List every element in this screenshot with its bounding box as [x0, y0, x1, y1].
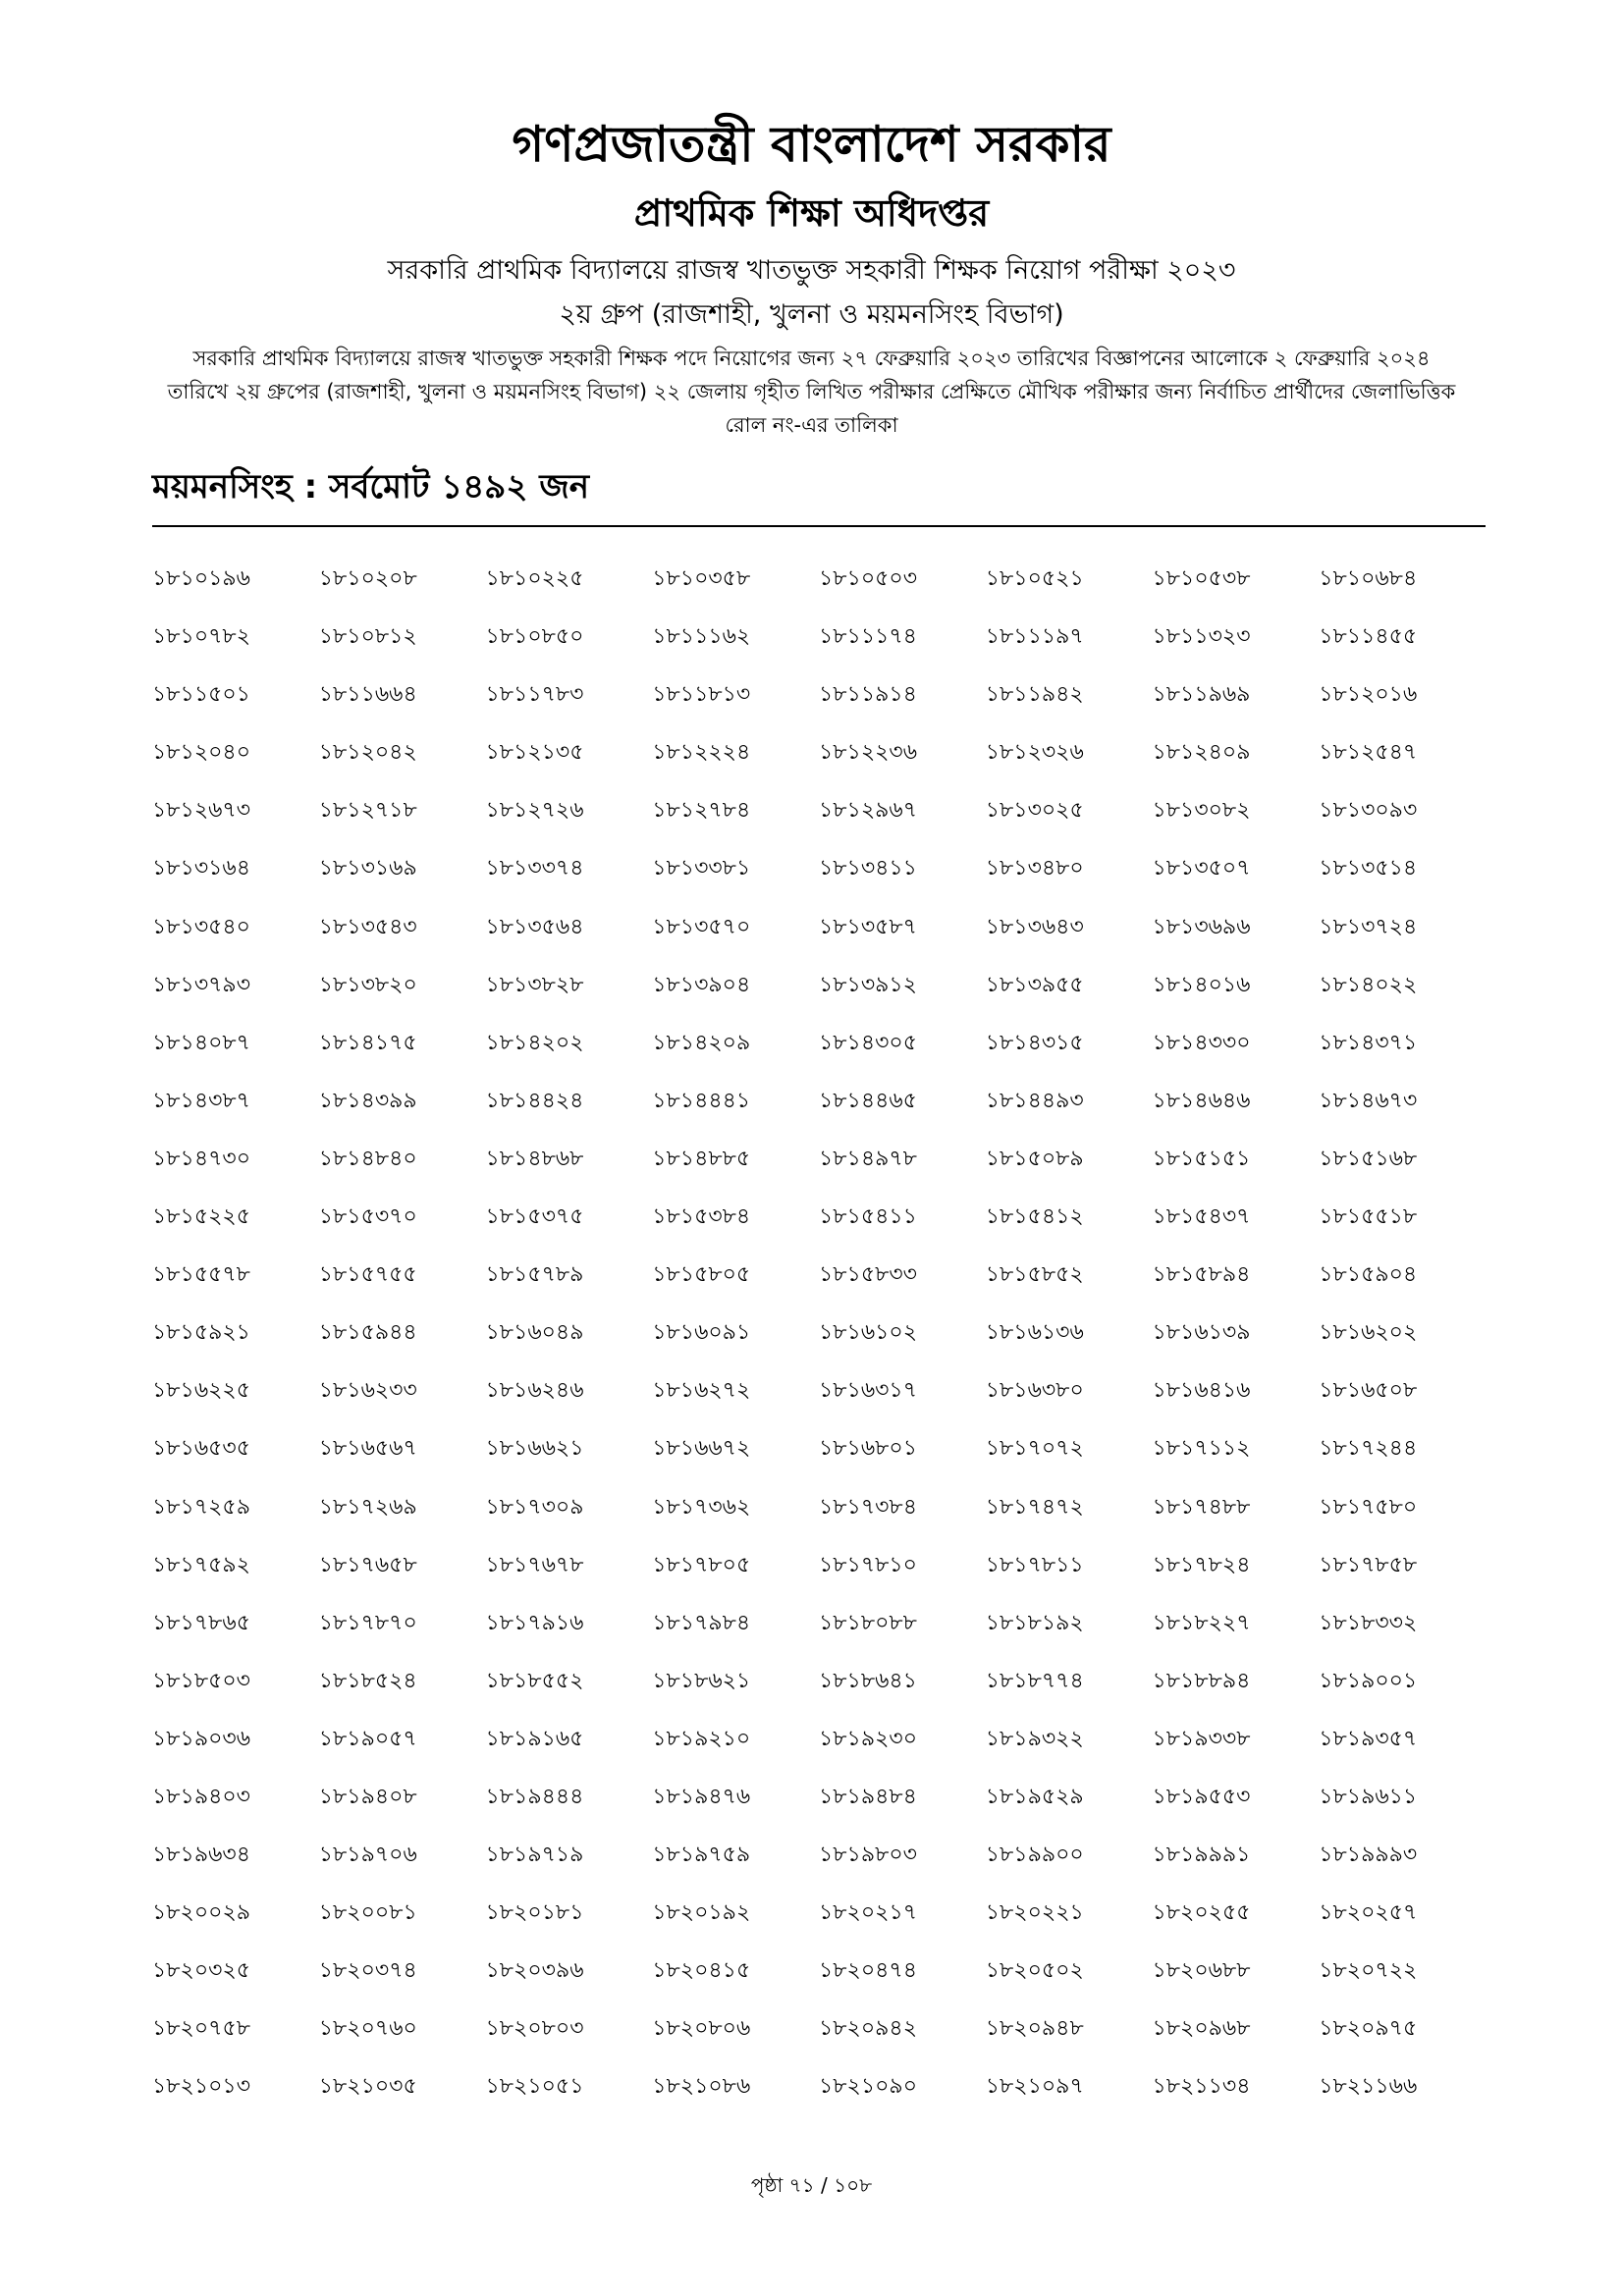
roll-number: ১৮১১৯১৪: [819, 682, 917, 708]
roll-number: ১৮১৭৮৭০: [318, 1610, 417, 1635]
roll-number: ১৮২১১৬৬: [1319, 2074, 1418, 2100]
roll-number: ১৮১৭৬৫৮: [318, 1552, 417, 1577]
roll-number: ১৮১৭০৭২: [985, 1436, 1084, 1462]
roll-number: ১৮১৪৬৪৬: [1152, 1088, 1251, 1113]
roll-number: ১৮১৭১১২: [1152, 1436, 1251, 1462]
roll-number: ১৮১৯৯৯১: [1152, 1842, 1251, 1868]
roll-number: ১৮১১১৬২: [652, 624, 751, 650]
roll-number: ১৮১৪৮৬৮: [485, 1146, 584, 1171]
roll-number: ১৮১৭৪৮৮: [1152, 1494, 1251, 1520]
roll-number: ১৮১৮৩৩২: [1319, 1610, 1418, 1635]
roll-number: ১৮১২৭২৬: [485, 798, 584, 824]
roll-number: ১৮১১৮১৩: [652, 682, 751, 708]
roll-number: ১৮১২২৩৬: [819, 740, 918, 766]
roll-number: ১৮২০৯৪৮: [985, 2016, 1084, 2042]
roll-number: ১৮১৬২৩৩: [318, 1378, 417, 1404]
roll-number: ১৮১৯৪৮৪: [819, 1784, 917, 1809]
roll-number: ১৮২১১৩৪: [1152, 2074, 1251, 2100]
roll-number: ১৮১৭৩৬২: [652, 1494, 751, 1520]
roll-number: ১৮১৬১০২: [819, 1320, 918, 1346]
roll-number: ১৮১৭৯১৬: [485, 1610, 584, 1635]
roll-number: ১৮২০১৯২: [652, 1900, 751, 1926]
roll-number: ১৮১৫৯০৪: [1319, 1262, 1418, 1288]
roll-number: ১৮১০৭৮২: [152, 624, 251, 650]
roll-number: ১৮১২৭৮৪: [652, 798, 751, 824]
roll-number: ১৮১০৩৫৮: [652, 566, 751, 591]
roll-number: ১৮১৯৬৩৪: [152, 1842, 250, 1868]
roll-number: ১৮১৫৩৮৪: [652, 1204, 751, 1230]
roll-number: ১৮১৪৭৩০: [152, 1146, 251, 1171]
roll-number: ১৮১৫১৫১: [1152, 1146, 1251, 1171]
roll-number: ১৮১৩৭২৪: [1319, 914, 1418, 939]
roll-number: ১৮১৭৬৭৮: [485, 1552, 584, 1577]
roll-number: ১৮১১১৭৪: [819, 624, 917, 650]
roll-number: ১৮১৫৮৯৪: [1152, 1262, 1251, 1288]
roll-number: ১৮১৬৮০১: [819, 1436, 917, 1462]
roll-number: ১৮১০৮১২: [318, 624, 417, 650]
roll-number: ১৮১৯৪০৩: [152, 1784, 250, 1809]
roll-number: ১৮১৬৩১৭: [819, 1378, 918, 1404]
roll-number: ১৮১৯৭৫৯: [652, 1842, 751, 1868]
roll-number: ১৮২০২১৭: [819, 1900, 918, 1926]
roll-number: ১৮১৩০৮২: [1152, 798, 1251, 824]
roll-number: ১৮১৭৮১০: [819, 1552, 917, 1577]
roll-number: ১৮১০২২৫: [485, 566, 584, 591]
roll-number: ১৮১৩৬৪৩: [985, 914, 1084, 939]
roll-number: ১৮১৬৫০৮: [1319, 1378, 1418, 1404]
roll-number: ১৮১১১৯৭: [985, 624, 1084, 650]
roll-number: ১৮১০৫৩৮: [1152, 566, 1251, 591]
roll-number: ১৮১৩৪১১: [819, 856, 917, 881]
roll-number: ১৮১০৬৮৪: [1319, 566, 1418, 591]
roll-number: ১৮১৫৯৪৪: [318, 1320, 417, 1346]
roll-number: ১৮২০৩২৫: [152, 1958, 251, 1984]
roll-number: ১৮১০১৯৬: [152, 566, 250, 591]
roll-number: ১৮২০৪৭৪: [819, 1958, 918, 1984]
roll-number: ১৮১৫৫১৮: [1319, 1204, 1418, 1230]
roll-number: ১৮১৮০৮৮: [819, 1610, 917, 1635]
roll-number: ১৮১৪৪৪১: [652, 1088, 751, 1113]
roll-number: ১৮১৬০৯১: [652, 1320, 751, 1346]
roll-number: ১৮১৭৫৯২: [152, 1552, 250, 1577]
roll-number: ১৮২০২৫৫: [1152, 1900, 1251, 1926]
roll-number: ১৮১৪৩৩০: [1152, 1030, 1251, 1055]
roll-number: ১৮১৭৮৫৮: [1319, 1552, 1418, 1577]
roll-number: ১৮১৯৯৯৩: [1319, 1842, 1418, 1868]
roll-number: ১৮২০৭২২: [1319, 1958, 1418, 1984]
roll-number: ১৮১৫৪১১: [819, 1204, 917, 1230]
roll-number: ১৮১৩৫৪৩: [318, 914, 417, 939]
roll-number: ১৮১৫৩৭০: [318, 1204, 417, 1230]
roll-number: ১৮২১০৩৫: [318, 2074, 417, 2100]
roll-number: ১৮১২৬৭৩: [152, 798, 251, 824]
roll-number: ১৮১৯০৩৬: [152, 1726, 251, 1751]
exam-title: সরকারি প্রাথমিক বিদ্যালয়ে রাজস্ব খাতভুক্ত সহকারী শিক্ষক নিয়োগ পরীক্ষা ২০২৩: [387, 255, 1236, 286]
roll-number: ১৮১২০৪০: [152, 740, 251, 766]
roll-number: ১৮১৬২৪৬: [485, 1378, 584, 1404]
roll-number: ১৮১৮৮৯৪: [1152, 1668, 1251, 1693]
government-title: গণপ্রজাতন্ত্রী বাংলাদেশ সরকার: [512, 116, 1111, 173]
roll-number: ১৮১৭৪৭২: [985, 1494, 1084, 1520]
roll-number: ১৮১৯০০১: [1319, 1668, 1418, 1693]
roll-number: ১৮১৮২২৭: [1152, 1610, 1251, 1635]
roll-number: ১৮১৬৬৭২: [652, 1436, 751, 1462]
roll-number: ১৮১৫৮৫২: [985, 1262, 1084, 1288]
roll-number: ১৮১২৩২৬: [985, 740, 1084, 766]
roll-number: ১৮১৬২০২: [1319, 1320, 1418, 1346]
roll-number: ১৮১৪৮৮৫: [652, 1146, 751, 1171]
roll-number: ১৮১১৯৪২: [985, 682, 1084, 708]
roll-number: ১৮১৩১৬৪: [152, 856, 250, 881]
roll-number: ১৮১৪৪৬৫: [819, 1088, 917, 1113]
roll-number: ১৮২০৭৬০: [318, 2016, 417, 2042]
group-title: ২য় গ্রুপ (রাজশাহী, খুলনা ও ময়মনসিংহ বিভাগ): [559, 299, 1064, 330]
roll-number: ১৮১৫৫৭৮: [152, 1262, 250, 1288]
roll-number: ১৮১০৫২১: [985, 566, 1084, 591]
roll-number: ১৮১৩৮২৮: [485, 972, 584, 997]
roll-number: ১৮১২০৪২: [318, 740, 417, 766]
roll-number: ১৮১৯৭১৯: [485, 1842, 584, 1868]
roll-number: ১৮১৩৪৮০: [985, 856, 1084, 881]
roll-number: ১৮১৭২৫৯: [152, 1494, 250, 1520]
roll-number: ১৮১১৫০১: [152, 682, 250, 708]
roll-number: ১৮১২৪০৯: [1152, 740, 1251, 766]
roll-number: ১৮২০১৮১: [485, 1900, 584, 1926]
roll-number: ১৮১৬৪১৬: [1152, 1378, 1251, 1404]
roll-number: ১৮১৬০৪৯: [485, 1320, 584, 1346]
roll-number: ১৮১৩৫৪০: [152, 914, 250, 939]
division-heading: ময়মনসিংহ : সর্বমোট ১৪৯২ জন: [152, 467, 590, 507]
roll-number: ১৮২০০২৯: [152, 1900, 251, 1926]
roll-number: ১৮১৩৭৯৩: [152, 972, 251, 997]
roll-number: ১৮১৪০২২: [1319, 972, 1418, 997]
roll-number: ১৮১০২০৮: [318, 566, 417, 591]
roll-number: ১৮১৮১৯২: [985, 1610, 1084, 1635]
roll-number: ১৮১৯৩৫৭: [1319, 1726, 1418, 1751]
roll-number: ১৮১৭৮১১: [985, 1552, 1084, 1577]
roll-number: ১৮১৪৪৯৩: [985, 1088, 1084, 1113]
roll-number: ১৮১৭৮২৪: [1152, 1552, 1251, 1577]
roll-number: ১৮১৭৯৮৪: [652, 1610, 751, 1635]
roll-number: ১৮১২০১৬: [1319, 682, 1418, 708]
roll-number: ১৮১৭৩৮৪: [819, 1494, 917, 1520]
roll-number: ১৮১৬১৩৬: [985, 1320, 1084, 1346]
roll-number: ১৮১৯৭০৬: [318, 1842, 417, 1868]
roll-number: ১৮১৬২৭২: [652, 1378, 751, 1404]
roll-number: ১৮১৩৫৬৪: [485, 914, 584, 939]
roll-number: ১৮২১০১৩: [152, 2074, 251, 2100]
roll-number: ১৮১৩৫৮৭: [819, 914, 917, 939]
roll-number: ১৮১৫১৬৮: [1319, 1146, 1418, 1171]
roll-number: ১৮১৪৯৭৮: [819, 1146, 917, 1171]
roll-number: ১৮১৫৯২১: [152, 1320, 250, 1346]
roll-number: ১৮১৭৫৮০: [1319, 1494, 1418, 1520]
roll-number: ১৮১৩১৬৯: [318, 856, 417, 881]
roll-number: ১৮১৪৩১৫: [985, 1030, 1084, 1055]
roll-number: ১৮১৮৫২৪: [318, 1668, 417, 1693]
roll-number: ১৮১৪২০২: [485, 1030, 584, 1055]
roll-number: ১৮১৫২২৫: [152, 1204, 250, 1230]
roll-number: ১৮১৪১৭৫: [318, 1030, 417, 1055]
roll-number: ১৮২০৬৮৮: [1152, 1958, 1251, 1984]
roll-number: ১৮১৪৪২৪: [485, 1088, 584, 1113]
roll-number: ১৮১৭৮০৫: [652, 1552, 751, 1577]
roll-number: ১৮১৪৩৭১: [1319, 1030, 1418, 1055]
roll-number: ১৮২১০৯৭: [985, 2074, 1084, 2100]
roll-number: ১৮১৬১৩৯: [1152, 1320, 1251, 1346]
roll-number: ১৮১৫০৮৯: [985, 1146, 1084, 1171]
roll-number: ১৮১৯০৫৭: [318, 1726, 417, 1751]
roll-number: ১৮১৮৬২১: [652, 1668, 751, 1693]
roll-number: ১৮১৯৮০৩: [819, 1842, 917, 1868]
roll-number: ১৮১৩০২৫: [985, 798, 1084, 824]
roll-number: ১৮১৭৩০৯: [485, 1494, 584, 1520]
department-title: প্রাথমিক শিক্ষা অধিদপ্তর: [633, 191, 990, 235]
roll-number: ১৮১৫৩৭৫: [485, 1204, 584, 1230]
roll-number: ১৮১৩৯১২: [819, 972, 917, 997]
roll-number: ১৮২০৪১৫: [652, 1958, 751, 1984]
roll-number: ১৮২০৮০৬: [652, 2016, 751, 2042]
roll-number: ১৮১৯৩২২: [985, 1726, 1084, 1751]
roll-number: ১৮২১০৫১: [485, 2074, 584, 2100]
roll-number: ১৮১৩৩৮১: [652, 856, 751, 881]
roll-number: ১৮২০৩৭৪: [318, 1958, 417, 1984]
heading-divider: [152, 525, 1486, 527]
roll-number: ১৮১৪৬৭৩: [1319, 1088, 1418, 1113]
roll-number: ১৮১৬৫৬৭: [318, 1436, 417, 1462]
roll-number: ১৮১৫৮৩৩: [819, 1262, 917, 1288]
roll-number: ১৮১২১৩৫: [485, 740, 584, 766]
roll-number: ১৮১০৫০৩: [819, 566, 918, 591]
roll-number: ১৮১৮৬৪১: [819, 1668, 917, 1693]
roll-number: ১৮১৯২৩০: [819, 1726, 918, 1751]
roll-number: ১৮১৯৯০০: [985, 1842, 1084, 1868]
roll-number: ১৮১২৭১৮: [318, 798, 417, 824]
roll-number: ১৮১৩০৯৩: [1319, 798, 1418, 824]
roll-number: ১৮২০৫০২: [985, 1958, 1084, 1984]
roll-number: ১৮১৯৬১১: [1319, 1784, 1418, 1809]
roll-number: ১৮১১৭৮৩: [485, 682, 584, 708]
roll-number: ১৮১৫৮০৫: [652, 1262, 751, 1288]
roll-number: ১৮১৮৫০৩: [152, 1668, 250, 1693]
roll-number: ১৮১৭২৪৪: [1319, 1436, 1418, 1462]
roll-number: ১৮১৪৩৮৭: [152, 1088, 250, 1113]
roll-number: ১৮২০৮০৩: [485, 2016, 584, 2042]
roll-number: ১৮১৪০৮৭: [152, 1030, 250, 1055]
notice-paragraph: সরকারি প্রাথমিক বিদ্যালয়ে রাজস্ব খাতভুক্ত সহকারী শিক্ষক পদে নিয়োগের জন্য ২৭ ফেব্রুয়ারি ২০২৩ তারিখের বিজ্ঞাপনের আলোকে ২ ফেব্রুয়ারি ২০২৪ তারিখে ২য় গ্রুপের (রাজশাহী, খুলনা ও ময়মনসিংহ বিভাগ) ২২ জেলায় গৃহীত লিখিত পরীক্ষার প্রেক্ষিতে মৌখিক পরীক্ষার জন্য নির্বাচিত প্রার্থীদের জেলাভিত্তিক রোল নং-এর তালিকা: [167, 347, 1456, 437]
roll-number: ১৮১০৮৫০: [485, 624, 584, 650]
roll-number: ১৮১২৫৪৭: [1319, 740, 1418, 766]
roll-number: ১৮১৮৫৫২: [485, 1668, 584, 1693]
roll-number: ১৮১৯১৬৫: [485, 1726, 584, 1751]
roll-number: ১৮১৩৬৯৬: [1152, 914, 1251, 939]
roll-number: ১৮১৬৫৩৫: [152, 1436, 250, 1462]
roll-number: ১৮১৩৫০৭: [1152, 856, 1251, 881]
roll-number: ১৮১৩৫৭০: [652, 914, 751, 939]
roll-number: ১৮১৬৩৮০: [985, 1378, 1084, 1404]
roll-number: ১৮১৮৭৭৪: [985, 1668, 1084, 1693]
roll-number: ১৮২০৭৫৮: [152, 2016, 251, 2042]
roll-number: ১৮১৪২০৯: [652, 1030, 751, 1055]
roll-number: ১৮১৩৮২০: [318, 972, 417, 997]
roll-number: ১৮১৪৩০৫: [819, 1030, 917, 1055]
roll-number: ১৮১৯৫২৯: [985, 1784, 1084, 1809]
roll-number: ১৮১৩৩৭৪: [485, 856, 584, 881]
roll-number: ১৮১৯৫৫৩: [1152, 1784, 1251, 1809]
roll-number: ১৮১১৩২৩: [1152, 624, 1251, 650]
roll-number: ১৮১২৯৬৭: [819, 798, 918, 824]
roll-number: ১৮১৭২৬৯: [318, 1494, 417, 1520]
roll-number: ১৮২০০৮১: [318, 1900, 417, 1926]
roll-number: ১৮১১৪৫৫: [1319, 624, 1418, 650]
roll-number: ১৮১৬৬২১: [485, 1436, 584, 1462]
roll-number-grid: [152, 567, 1486, 2134]
roll-number: ১৮২০৯৬৮: [1152, 2016, 1251, 2042]
roll-number: ১৮১৯২১০: [652, 1726, 751, 1751]
roll-number: ১৮১৫৪৩৭: [1152, 1204, 1251, 1230]
roll-number: ১৮১৪০১৬: [1152, 972, 1251, 997]
roll-number: ১৮২০২৫৭: [1319, 1900, 1418, 1926]
roll-number: ১৮১৯৪৭৬: [652, 1784, 751, 1809]
roll-number: ১৮১৩৯৫৫: [985, 972, 1084, 997]
roll-number: ১৮১৫৭৮৯: [485, 1262, 584, 1288]
roll-number: ১৮২০৩৯৬: [485, 1958, 584, 1984]
roll-number: ১৮২০৯৭৫: [1319, 2016, 1418, 2042]
roll-number: ১৮১১৬৬৪: [318, 682, 417, 708]
roll-number: ১৮১৪৮৪০: [318, 1146, 417, 1171]
roll-number: ১৮১৯৪৪৪: [485, 1784, 584, 1809]
roll-number: ১৮১৯৪০৮: [318, 1784, 417, 1809]
roll-number: ১৮১৩৫১৪: [1319, 856, 1418, 881]
roll-number: ১৮২০৯৪২: [819, 2016, 918, 2042]
roll-number: ১৮১৬২২৫: [152, 1378, 251, 1404]
roll-number: ১৮২১০৯০: [819, 2074, 918, 2100]
page-number: পৃষ্ঠা ৭১ / ১০৮: [750, 2173, 873, 2197]
roll-number: ১৮১৫৭৫৫: [318, 1262, 417, 1288]
roll-number: ১৮১৯৩৩৮: [1152, 1726, 1251, 1751]
roll-number: ১৮১৭৮৬৫: [152, 1610, 250, 1635]
roll-number: ১৮১১৯৬৯: [1152, 682, 1251, 708]
roll-number: ১৮১৫৪১২: [985, 1204, 1084, 1230]
roll-number: ১৮১৪৩৯৯: [318, 1088, 417, 1113]
roll-number: ১৮২১০৮৬: [652, 2074, 751, 2100]
roll-number: ১৮২০২২১: [985, 1900, 1084, 1926]
roll-number: ১৮১২২২৪: [652, 740, 751, 766]
roll-number: ১৮১৩৯০৪: [652, 972, 751, 997]
